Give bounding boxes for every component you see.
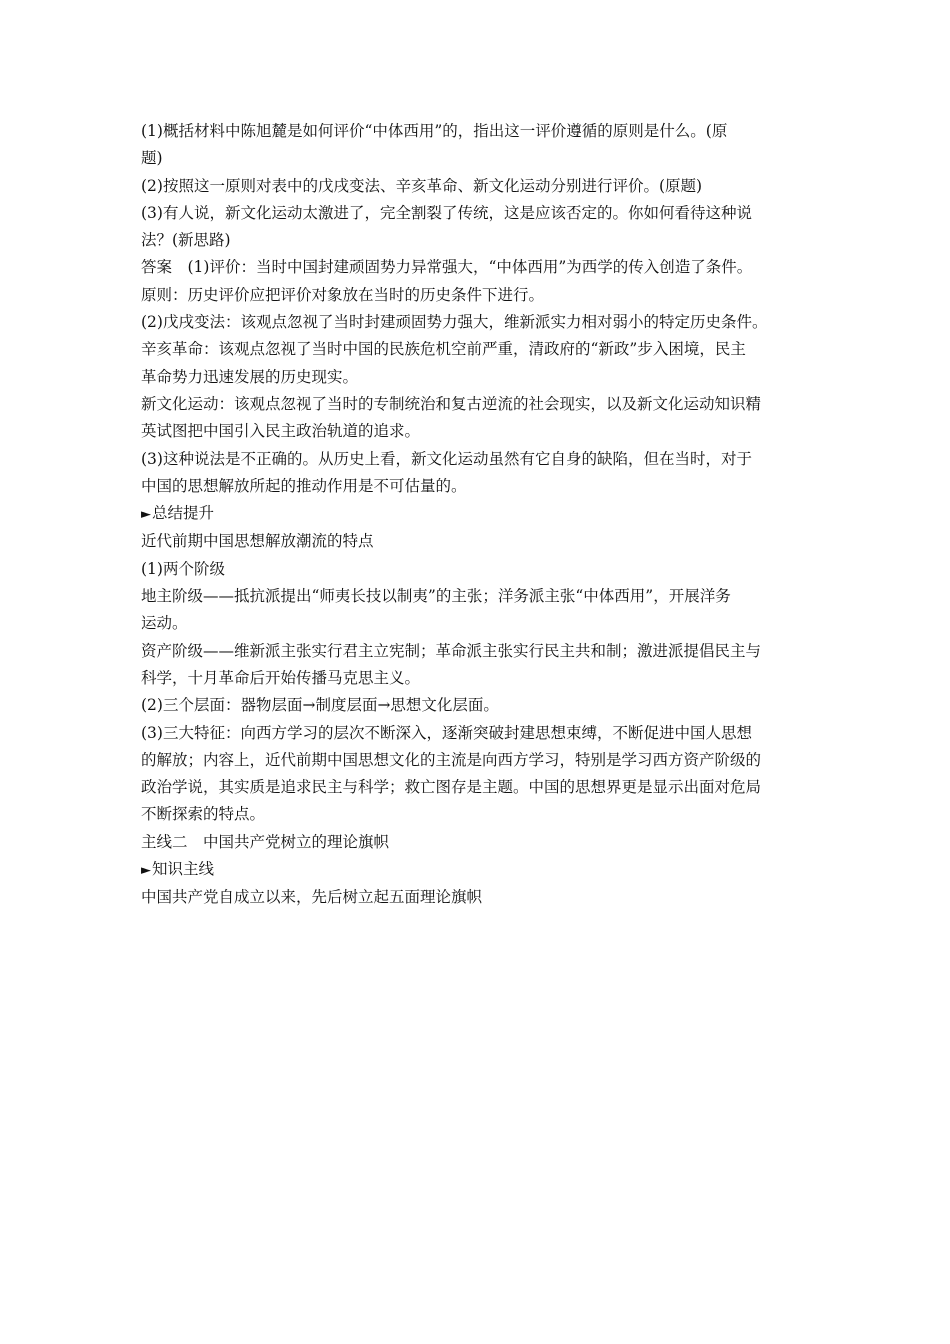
knowledge-line-1: 中国共产党自成立以来，先后树立起五面理论旗帜 <box>141 888 483 907</box>
answer-line-9: 中国的思想解放所起的推动作用是不可估量的。 <box>141 476 467 495</box>
question-3-line-2: 法？(新思路) <box>141 231 231 250</box>
answer-line-4: 辛亥革命：该观点忽视了当时中国的民族危机空前严重，清政府的“新政”步入困境，民主 <box>141 340 746 359</box>
question-2: (2)按照这一原则对表中的戊戌变法、辛亥革命、新文化运动分别进行评价。(原题) <box>141 176 703 195</box>
question-1-line-2: 题) <box>141 149 163 168</box>
arrow-marker-icon: ► <box>141 507 151 523</box>
answer-line-8: (3)这种说法是不正确的。从历史上看，新文化运动虽然有它自身的缺陷，但在当时，对于 <box>141 449 752 468</box>
bourgeois-class-line-2: 科学，十月革命后开始传播马克思主义。 <box>141 668 421 687</box>
summary-point-2: (2)三个层面：器物层面→制度层面→思想文化层面。 <box>141 696 499 715</box>
bourgeois-class-line-1: 资产阶级——维新派主张实行君主立宪制；革命派主张实行民主共和制；激进派提倡民主与 <box>141 641 762 660</box>
mainline-two-heading: 主线二 中国共产党树立的理论旗帜 <box>141 832 390 851</box>
answer-line-1: 答案 (1)评价：当时中国封建顽固势力异常强大，“中体西用”为西学的传入创造了条件。 <box>141 258 753 277</box>
summary-point-1: (1)两个阶级 <box>141 559 225 578</box>
answer-line-3: (2)戊戌变法：该观点忽视了当时封建顽固势力强大，维新派实力相对弱小的特定历史条件。 <box>141 313 768 332</box>
answer-line-5: 革命势力迅速发展的历史现实。 <box>141 367 359 386</box>
answer-line-7: 英试图把中国引入民主政治轨道的追求。 <box>141 422 421 441</box>
answer-line-6: 新文化运动：该观点忽视了当时的专制统治和复古逆流的社会现实，以及新文化运动知识精 <box>141 394 762 413</box>
section-heading-summary-text: 总结提升 <box>152 504 215 523</box>
section-heading-knowledge-text: 知识主线 <box>152 860 215 879</box>
document-body <box>141 118 821 912</box>
summary-title: 近代前期中国思想解放潮流的特点 <box>141 532 374 551</box>
summary-point-3-line-3: 政治学说，其实质是追求民主与科学；救亡图存是主题。中国的思想界更是显示出面对危局 <box>141 778 762 797</box>
summary-point-3-line-4: 不断探索的特点。 <box>141 805 266 824</box>
summary-point-3-line-1: (3)三大特征：向西方学习的层次不断深入，逐渐突破封建思想束缚，不断促进中国人思想 <box>141 723 752 742</box>
section-heading-summary <box>141 500 821 528</box>
summary-point-3-line-2: 的解放；内容上，近代前期中国思想文化的主流是向西方学习，特别是学习西方资产阶级的 <box>141 750 762 769</box>
landlord-class-line-1: 地主阶级——抵抗派提出“师夷长技以制夷”的主张；洋务派主张“中体西用”，开展洋务 <box>141 587 731 606</box>
question-1-line-1: (1)概括材料中陈旭麓是如何评价“中体西用”的，指出这一评价遵循的原则是什么。(原 <box>141 122 728 140</box>
arrow-marker-icon: ► <box>141 863 151 879</box>
question-3-line-1: (3)有人说，新文化运动太激进了，完全割裂了传统，这是应该否定的。你如何看待这种说 <box>141 203 752 222</box>
answer-line-2: 原则：历史评价应把评价对象放在当时的历史条件下进行。 <box>141 285 545 304</box>
landlord-class-line-2: 运动。 <box>141 614 188 633</box>
section-heading-knowledge <box>141 856 821 884</box>
